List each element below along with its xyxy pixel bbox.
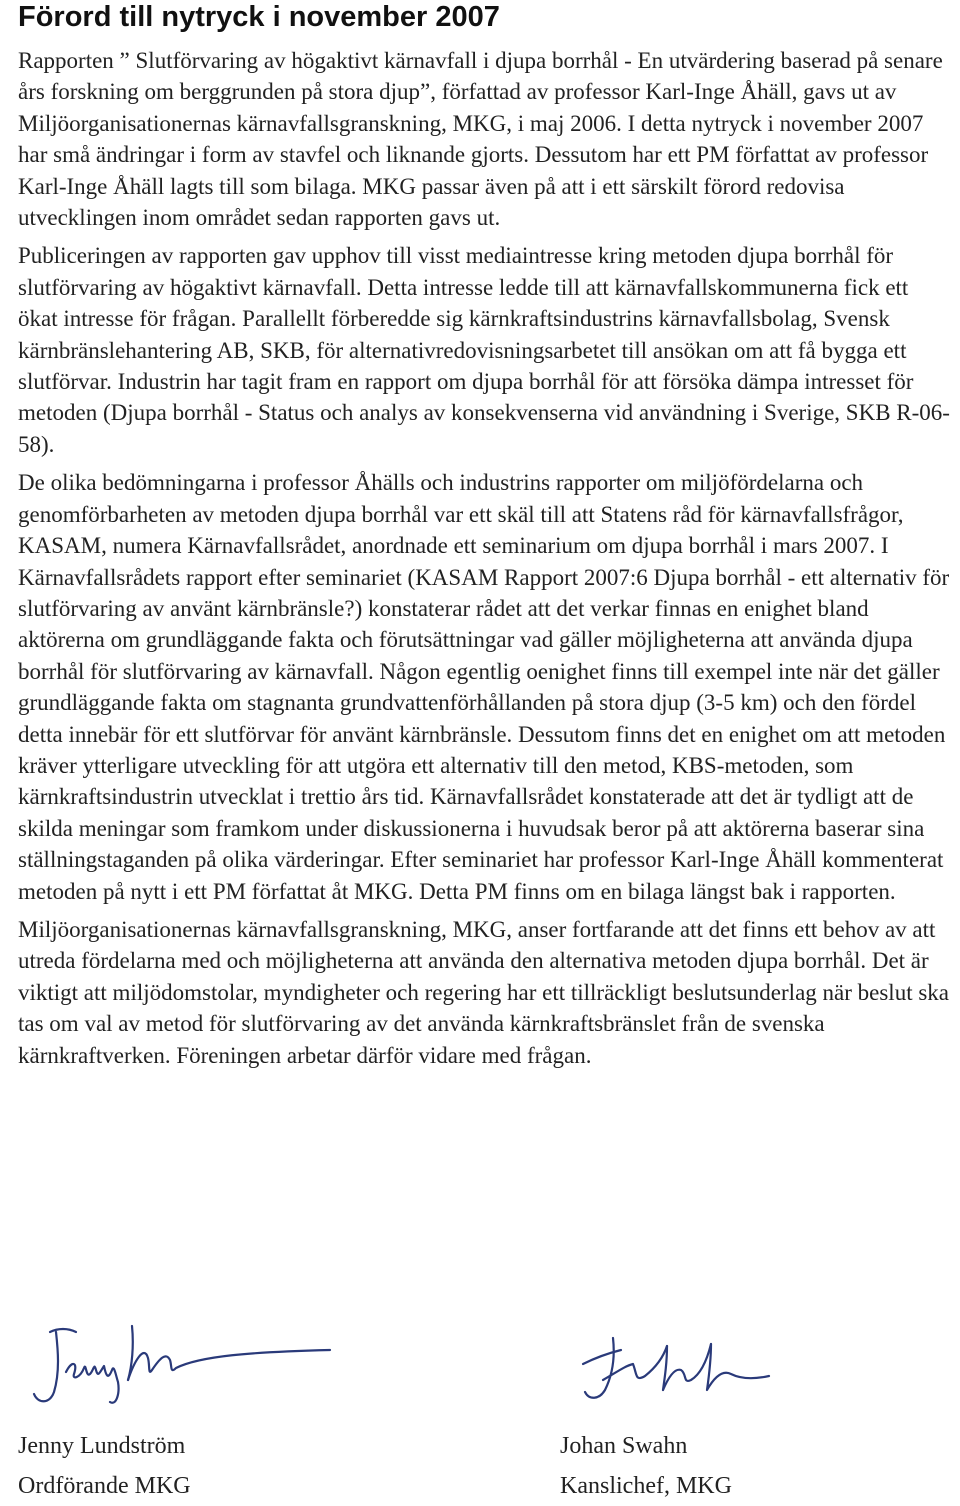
paragraph: Rapporten ” Slutförvaring av högaktivt kärnavfall i djupa borrhål - En utvärdering baserad på senare års forskning om berggrunden på stora djup”, författad av professor Karl-Inge Åhäll, gavs ut av Miljöorganisationernas kärnavfallsgranskning, MKG, i maj 2006. I detta nytryck i november 2007 har små ändringar i form av stavfel och liknande gjorts. Dessutom har ett PM författat av professor Karl-Inge Åhäll lagts till som bilaga. MKG passar även på att i ett särskilt förord redovisa utvecklingen inom området sedan rapporten gavs ut. — [18, 48, 943, 231]
signatory-right — [560, 1426, 732, 1506]
paragraph: Publiceringen av rapporten gav upphov till visst mediaintresse kring metoden djupa borrhål för slutförvaring av högaktivt kärnavfall. Detta intresse ledde till att kärnavfallskommunerna fick ett ökat intresse för frågan. Parallellt förberedde sig kärnkraftsindustrins kärnavfallsbolag, Svensk kärnbränslehantering AB, SKB, för alternativredovisningsarbetet till ansökan om att få bygga ett slutförvar. Industrin har tagit fram en rapport om djupa borrhål för att försöka dämpa intresset för metoden (Djupa borrhål - Status och analys av konsekvenserna vid användning i Sverige, SKB R-06-58). — [18, 243, 950, 457]
page-title: Förord till nytryck i november 2007 — [18, 1, 500, 33]
paragraph: De olika bedömningarna i professor Åhälls och industrins rapporter om miljöfördelarna och genomförbarheten av metoden djupa borrhål var ett skäl till att Statens råd för kärnavfallsfrågor, KASAM, numera Kärnavfallsrådet, anordnade ett seminarium om djupa borrhål i mars 2007. I Kärnavfallsrådets rapport efter seminariet (KASAM Rapport 2007:6 Djupa borrhål - ett alternativ för slutförvaring av använt kärnbränsle?) konstaterar rådet att det verkar finnas en enighet bland aktörerna om grundläggande fakta och förutsättningar vad gäller möjligheterna att använda djupa borrhål för slutförvaring av kärnavfall. Någon egentlig oenighet finns till exempel inte när det gäller grundläggande fakta om stagnanta grundvattenförhållanden på stora djup (3-5 km) och den fördel detta innebär för ett slutförvar för använt kärnbränsle. Dessutom finns det en enighet om att metoden kräver ytterligare utveckling för att utgöra ett alternativ till den metod, KBS-metoden, som kärnkraftsindustrin utvecklat i trettio års tid. Kärnavfallsrådet konstaterade att det är tydligt att de skilda meningar som framkom under diskussionerna i huvudsak beror på att aktörerna baserar sina ställningstaganden på olika värderingar. Efter seminariet har professor Karl-Inge Åhäll kommenterat metoden på nytt i ett PM författat åt MKG. Detta PM finns om en bilaga längst bak i rapporten. — [18, 470, 950, 904]
signature-block — [0, 1300, 960, 1502]
signature-johan-swahn — [555, 1320, 775, 1410]
signatory-name: Johan Swahn — [560, 1433, 688, 1459]
paragraph: Miljöorganisationernas kärnavfallsgranskning, MKG, anser fortfarande att det finns ett behov av att utreda fördelarna med och möjligheterna att använda den alternativa metoden djupa borrhål. Det är viktigt att miljödomstolar, myndigheter och regering har ett tillräckligt beslutsunderlag när beslut ska tas om val av metod för slutförvaring av det använda kärnkraftsbränslet från de svenska kärnkraftverken. Föreningen arbetar därför vidare med frågan. — [18, 916, 949, 1068]
signatory-left — [18, 1426, 191, 1506]
signatory-role: Ordförande MKG — [18, 1473, 191, 1499]
signature-jenny-lundstrom — [20, 1310, 340, 1410]
document-body — [18, 45, 953, 1078]
signatory-name: Jenny Lundström — [18, 1433, 186, 1459]
signatory-role: Kanslichef, MKG — [560, 1473, 732, 1499]
